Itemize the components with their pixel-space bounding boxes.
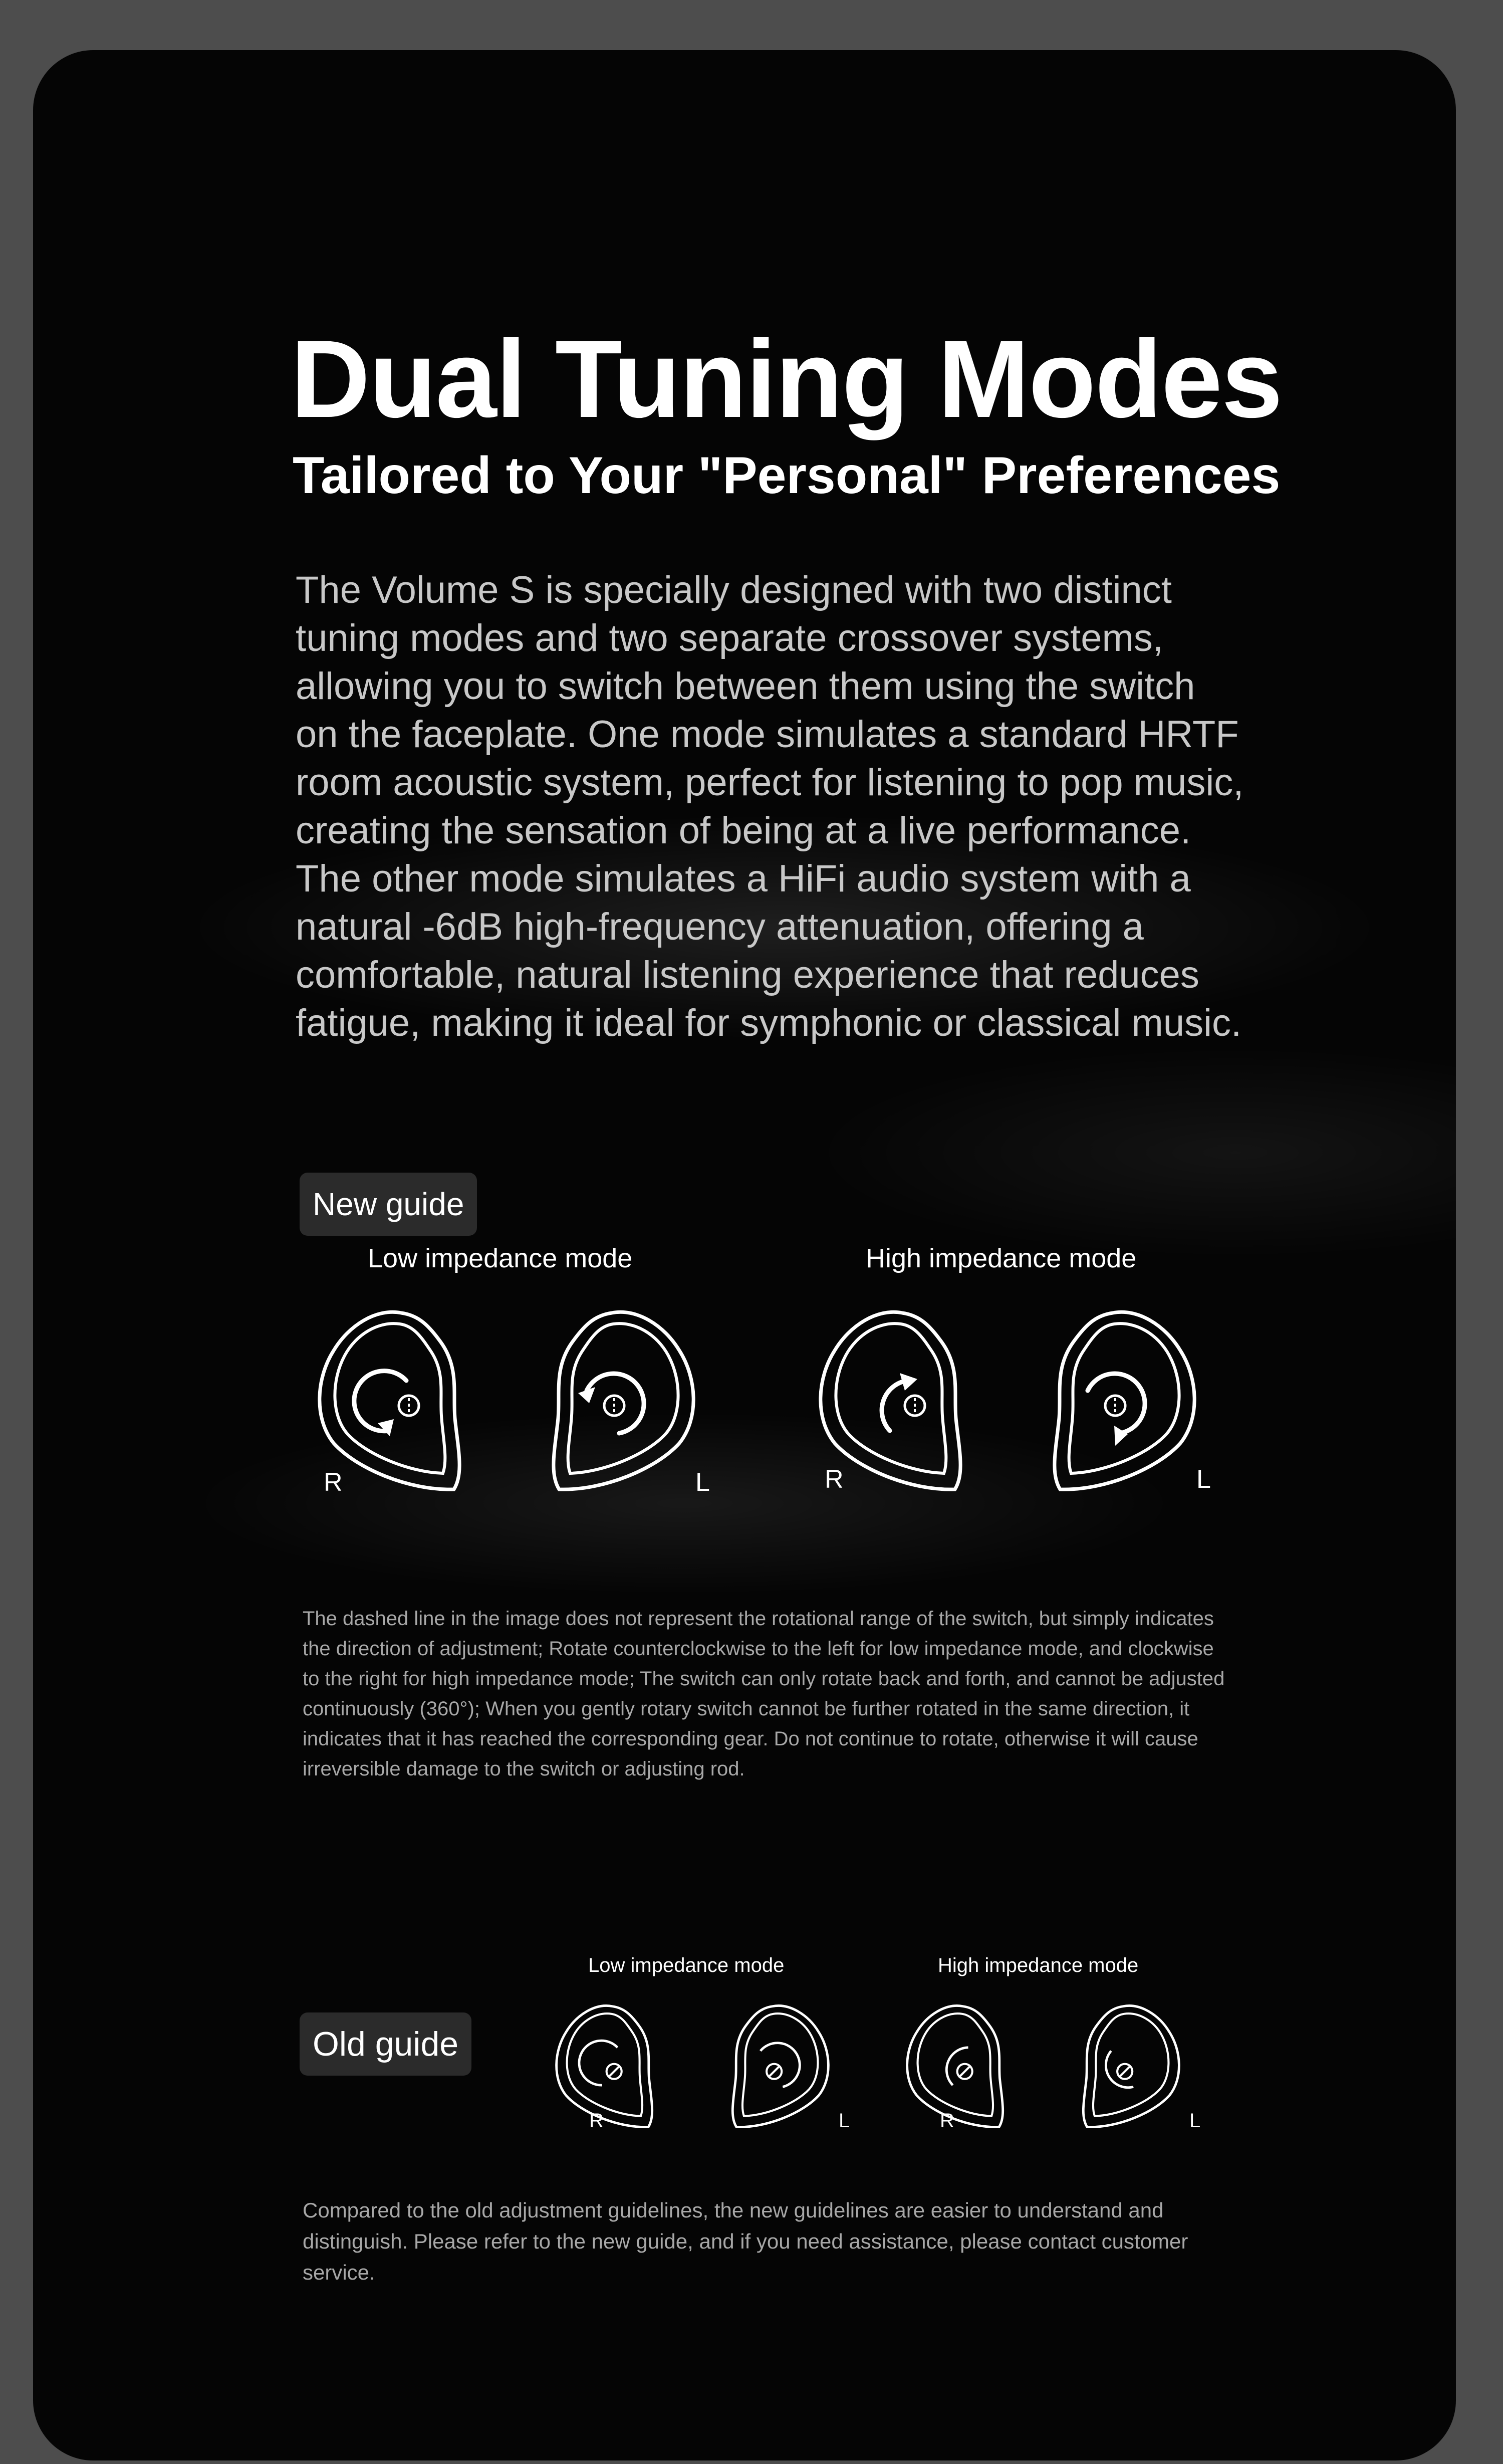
rotate-clockwise-icon	[1088, 1374, 1145, 1446]
old-guide-note: Compared to the old adjustment guidelines, the new guidelines are easier to understand and distinguish. Please refer to the new guide, and if you need assistance, please contact customer service.	[303, 2198, 1188, 2284]
old-right-letter-1: R	[589, 2110, 604, 2132]
new-right-letter-2: R	[825, 1465, 844, 1494]
new-low-impedance-label: Low impedance mode	[368, 1243, 633, 1273]
old-left-letter-1: L	[839, 2110, 850, 2132]
intro-paragraph: The Volume S is specially designed with two distinct tuning modes and two separate crossover systems, allowing you to switch between them using the switch on the faceplate. One mode simulates a standard HRTF room acoustic system, perfect for listening to pop music, creating the sensation of being at a live performance. The other mode simulates a HiFi audio system with a natural -6dB high-frequency attenuation, offering a comfortable, natural listening experience that reduces fatigue, making it ideal for symphonic or classical music.	[296, 569, 1244, 1044]
right-earphone-icon	[314, 1303, 474, 1493]
old-guide-tag: Old guide	[300, 2012, 471, 2076]
new-right-letter-1: R	[324, 1468, 343, 1497]
right-earphone-icon	[552, 1999, 662, 2130]
page-subtitle: Tailored to Your "Personal" Preferences	[293, 446, 1281, 505]
old-high-impedance-label: High impedance mode	[938, 1954, 1139, 1976]
rotate-clockwise-icon	[882, 1373, 917, 1431]
new-left-letter-2: L	[1196, 1465, 1211, 1494]
rotate-counterclockwise-icon	[578, 1374, 644, 1433]
switch-knob-icon	[905, 1396, 925, 1416]
old-low-impedance-label: Low impedance mode	[588, 1954, 785, 1976]
switch-knob-icon	[604, 1396, 624, 1416]
left-earphone-icon	[539, 1303, 699, 1493]
left-earphone-icon	[1073, 1999, 1183, 2130]
old-left-letter-2: L	[1189, 2110, 1201, 2132]
page-title: Dual Tuning Modes	[291, 317, 1282, 440]
new-high-impedance-label: High impedance mode	[866, 1243, 1137, 1273]
content-card	[33, 50, 1456, 2460]
left-earphone-icon	[722, 1999, 833, 2130]
left-earphone-icon	[1040, 1303, 1200, 1493]
new-left-letter-1: L	[695, 1468, 710, 1497]
new-guide-note: The dashed line in the image does not represent the rotational range of the switch, but simply indicates the direction of adjustment; Rotate counterclockwise to the left for low impedance mode, and clockwise to the right for high impedance mode; The switch can only rotate back and forth, and cannot be adjusted continuously (360°); When you gently rotary switch cannot be further rotated in the same direction, it indicates that it has reached the corresponding gear. Do not continue to rotate, otherwise it will cause irreversible damage to the switch or adjusting rod.	[303, 1608, 1225, 1780]
switch-knob-icon	[399, 1396, 419, 1416]
old-right-letter-2: R	[940, 2110, 954, 2132]
switch-knob-icon	[1105, 1396, 1125, 1416]
right-earphone-icon	[903, 1999, 1013, 2130]
new-guide-tag: New guide	[300, 1173, 477, 1236]
